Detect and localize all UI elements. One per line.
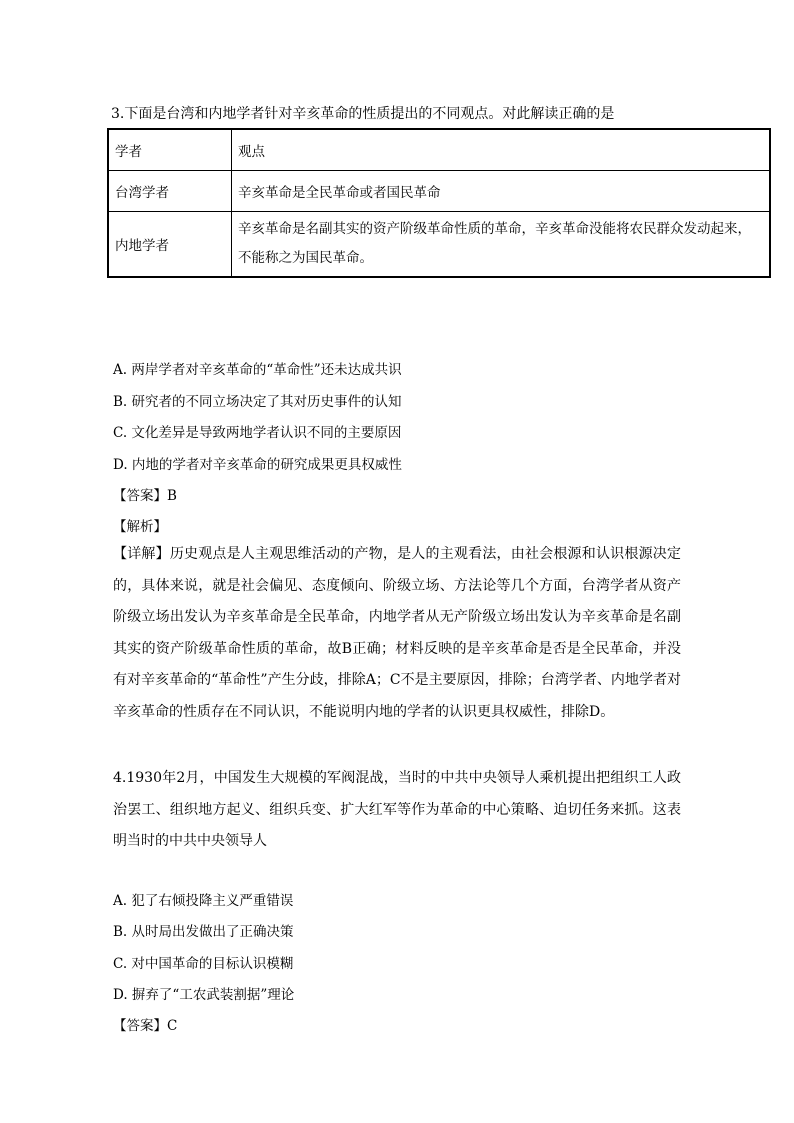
table-row <box>108 170 770 211</box>
q3-detail-explanation: 【详解】历史观点是人主观思维活动的产物，是人的主观看法，由社会根源和认识根源决定的，具体来说，就是社会偏见、态度倾向、阶级立场、方法论等几个方面，台湾学者从资产阶级立场出发认为辛亥革命是全民革命，内地学者从无产阶级立场出发认为辛亥革命是名副其实的资产阶级革命性质的革命，故B正确；材料反映的是辛亥革命是否是全民革命，并没有对辛亥革命的“革命性”产生分歧，排除A；C不是主要原因，排除；台湾学者、内地学者对辛亥革命的性质存在不同认识，不能说明内地的学者的认识更具权威性，排除D。 <box>113 546 681 720</box>
table-header-scholar: 学者 <box>108 129 232 170</box>
q4-option-c: C. 对中国革命的目标认识模糊 <box>113 956 294 972</box>
q4-option-a: A. 犯了右倾投降主义严重错误 <box>113 893 294 909</box>
table-cell-scholar: 内地学者 <box>108 211 232 277</box>
q3-option-a: A. 两岸学者对辛亥革命的“革命性”还未达成共识 <box>113 362 402 378</box>
q4-answer: 【答案】C <box>113 1018 178 1034</box>
question-4-stem: 4.1930年2月，中国发生大规模的军阀混战，当时的中共中央领导人乘机提出把组织工人政治罢工、组织地方起义、组织兵变、扩大红军等作为革命的中心策略、迫切任务来抓。这表明当时的中共中央领导人 <box>113 770 681 849</box>
table-header-view: 观点 <box>232 129 771 170</box>
viewpoints-table <box>107 128 771 278</box>
table-cell-view: 辛亥革命是全民革命或者国民革命 <box>232 170 771 211</box>
q3-analysis-label: 【解析】 <box>113 519 167 535</box>
table-row <box>108 211 770 277</box>
q3-answer: 【答案】B <box>113 488 177 504</box>
table-cell-view: 辛亥革命是名副其实的资产阶级革命性质的革命，辛亥革命没能将农民群众发动起来，不能称之为国民革命。 <box>232 211 771 277</box>
q4-option-d: D. 摒弃了“工农武装割据”理论 <box>113 987 295 1003</box>
q3-option-b: B. 研究者的不同立场决定了其对历史事件的认知 <box>113 394 402 410</box>
q4-option-b: B. 从时局出发做出了正确决策 <box>113 924 294 940</box>
table-cell-scholar: 台湾学者 <box>108 170 232 211</box>
table-header-row <box>108 129 770 170</box>
question-3-title: 3.下面是台湾和内地学者针对辛亥革命的性质提出的不同观点。对此解读正确的是 <box>111 106 615 122</box>
q3-option-c: C. 文化差异是导致两地学者认识不同的主要原因 <box>113 425 402 441</box>
q3-option-d: D. 内地的学者对辛亥革命的研究成果更具权威性 <box>113 457 402 473</box>
